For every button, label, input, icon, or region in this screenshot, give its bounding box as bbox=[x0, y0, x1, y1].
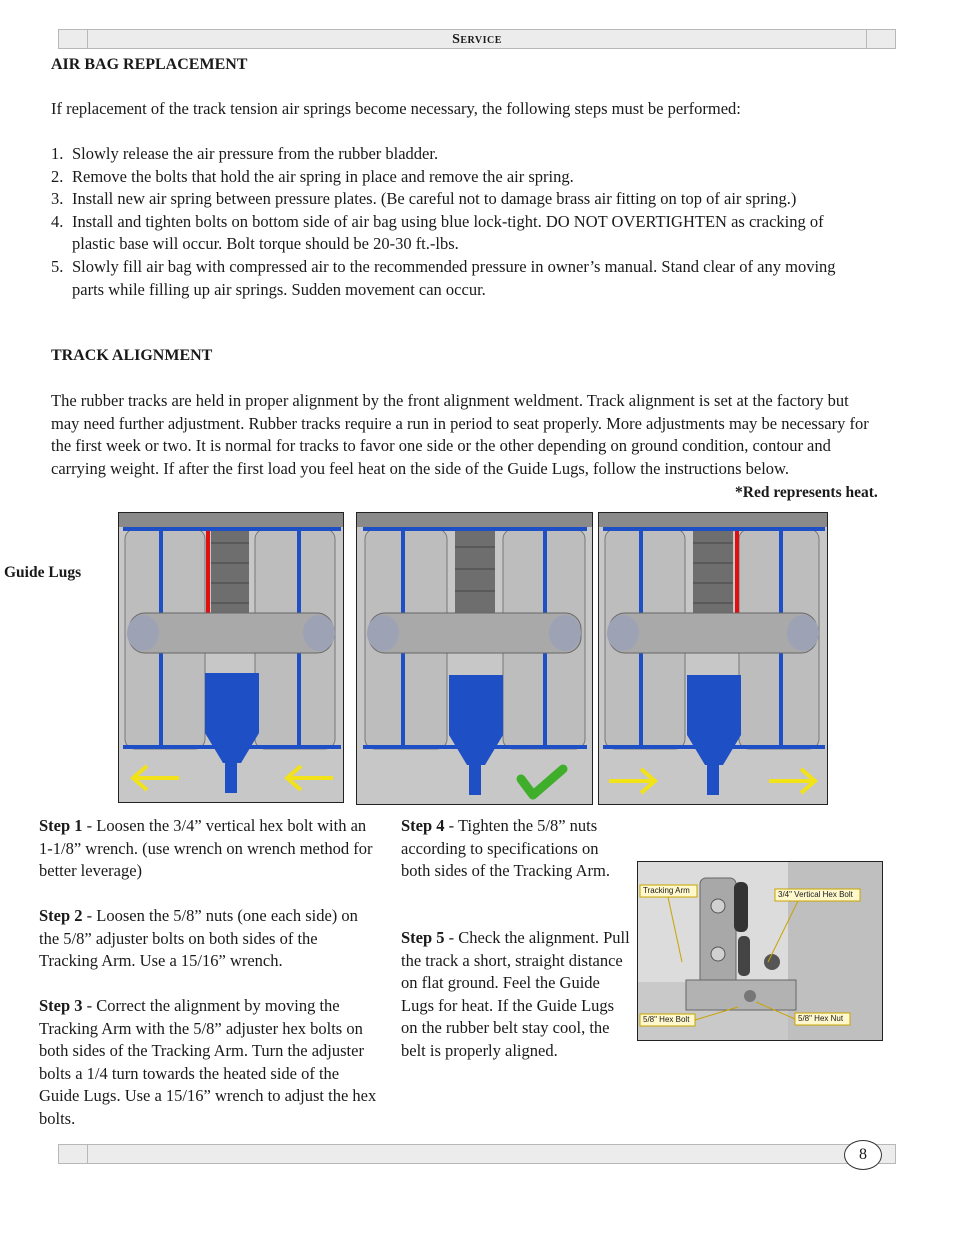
track-alignment-paragraph: The rubber tracks are held in proper alignment by the front alignment weldment. Track alignment is set at the factory but may need further adjustment. Rubber tracks require a run in period to seat properly. More adjustments may be necessary for the first week or two. It is normal for tracks to favor one side or the other depending on ground condition, contour and carrying weight. If after the first load you feel heat on the side of the Guide Lugs, follow the instructions below. bbox=[51, 391, 869, 478]
track-diagram-right-svg bbox=[599, 513, 827, 804]
air-bag-intro: If replacement of the track tension air springs become necessary, the following steps must be performed: bbox=[51, 99, 741, 118]
step-5: Step 5 - Check the alignment. Pull the track a short, straight distance on flat ground. Feel the Guide Lugs for heat. If the Guide Lugs on the rubber belt stay cool, the belt is properly aligned. bbox=[401, 928, 630, 1060]
track-diagram-heat-right bbox=[598, 512, 828, 805]
list-item: 1. Slowly release the air pressure from the rubber bladder. bbox=[51, 144, 439, 163]
list-item: 3. Install new air spring between pressure plates. (Be careful not to damage brass air fitting on top of air spring.) bbox=[51, 189, 797, 209]
red-heat-note: *Red represents heat. bbox=[735, 484, 878, 501]
step-2: Step 2 - Loosen the 5/8” nuts (one each side) on the 5/8” adjuster bolts on both sides of the Tracking Arm. Use a 15/16” wrench. bbox=[39, 906, 358, 970]
callout-hex-bolt: 5/8" Hex Bolt bbox=[643, 1015, 690, 1024]
air-bag-heading: AIR BAG REPLACEMENT bbox=[51, 56, 248, 73]
list-item: 4. Install and tighten bolts on bottom side of air bag using blue lock-tight. DO NOT OVERTIGHTEN as cracking of plastic base will occur. Bolt torque should be 20-30 ft.-lbs. bbox=[51, 211, 824, 254]
air-bag-steps bbox=[51, 143, 851, 301]
step-1: Step 1 - Loosen the 3/4” vertical hex bolt with an 1-1/8” wrench. (use wrench on wrench method for better leverage) bbox=[39, 816, 373, 880]
track-diagram-left-svg bbox=[119, 513, 343, 802]
callout-vertical-hex-bolt: 3/4" Vertical Hex Bolt bbox=[778, 890, 853, 899]
track-diagram-heat-left bbox=[118, 512, 344, 803]
list-item: 5. Slowly fill air bag with compressed air to the recommended pressure in owner’s manual. Stand clear of any moving parts while filling up air springs. Sudden movement can occur. bbox=[51, 256, 836, 299]
page-number: 8 bbox=[844, 1140, 882, 1170]
footer-bar bbox=[58, 1144, 896, 1164]
step-3: Step 3 - Correct the alignment by moving the Tracking Arm with the 5/8” adjuster hex bolts on both sides of the Tracking Arm. Turn the adjuster bolts a 1/4 turn towards the heated side of the Guide Lugs. Use a 15/16” wrench to adjust the hex bolts. bbox=[39, 996, 377, 1128]
header-bar bbox=[58, 29, 896, 49]
step-4: Step 4 - Tighten the 5/8” nuts according to specifications on both sides of the Tracking Arm. bbox=[401, 816, 610, 880]
track-diagram-center-svg bbox=[357, 513, 592, 804]
section-title: Service bbox=[452, 32, 502, 47]
callout-tracking-arm: Tracking Arm bbox=[643, 886, 690, 895]
track-diagram-aligned bbox=[356, 512, 593, 805]
guide-lugs-label: Guide Lugs bbox=[4, 564, 82, 581]
tracking-arm-photo bbox=[637, 861, 883, 1041]
list-item: 2. Remove the bolts that hold the air spring in place and remove the air spring. bbox=[51, 166, 574, 186]
track-alignment-heading: TRACK ALIGNMENT bbox=[51, 347, 213, 364]
callout-hex-nut: 5/8" Hex Nut bbox=[798, 1014, 844, 1023]
